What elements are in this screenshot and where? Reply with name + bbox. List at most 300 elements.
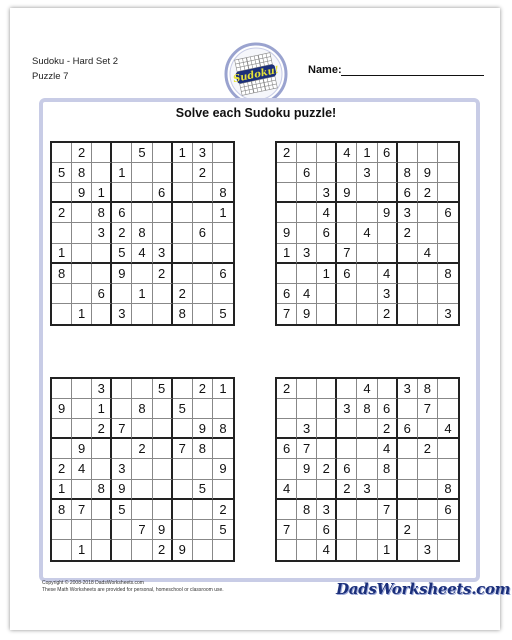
sudoku-cell[interactable]: 6 xyxy=(438,500,458,520)
sudoku-cell[interactable]: 1 xyxy=(52,244,72,264)
sudoku-cell[interactable]: 3 xyxy=(418,540,438,560)
sudoku-cell[interactable]: 7 xyxy=(112,419,132,439)
sudoku-cell[interactable] xyxy=(153,203,173,223)
sudoku-cell[interactable] xyxy=(72,203,92,223)
sudoku-cell[interactable]: 3 xyxy=(444,306,452,322)
sudoku-cell[interactable] xyxy=(418,480,438,500)
sudoku-cell[interactable]: 3 xyxy=(92,223,112,243)
sudoku-cell[interactable]: 2 xyxy=(112,223,132,243)
sudoku-cell[interactable] xyxy=(193,459,213,479)
sudoku-cell[interactable]: 8 xyxy=(52,264,72,284)
sudoku-cell[interactable]: 8 xyxy=(213,183,233,203)
sudoku-cell[interactable] xyxy=(132,264,152,284)
sudoku-cell[interactable] xyxy=(153,284,173,304)
sudoku-cell[interactable]: 5 xyxy=(213,520,233,540)
sudoku-cell[interactable] xyxy=(297,203,317,223)
sudoku-cell[interactable] xyxy=(92,540,112,560)
sudoku-cell[interactable]: 9 xyxy=(297,304,317,324)
sudoku-cell[interactable] xyxy=(72,223,92,243)
sudoku-cell[interactable] xyxy=(357,419,377,439)
sudoku-cell[interactable] xyxy=(52,284,72,304)
sudoku-cell[interactable]: 6 xyxy=(297,163,317,183)
sudoku-cell[interactable]: 3 xyxy=(337,399,357,419)
sudoku-cell[interactable]: 7 xyxy=(277,304,297,324)
sudoku-cell[interactable] xyxy=(92,163,112,183)
sudoku-cell[interactable]: 9 xyxy=(153,520,173,540)
sudoku-cell[interactable]: 8 xyxy=(132,399,152,419)
sudoku-cell[interactable]: 9 xyxy=(112,480,132,500)
sudoku-cell[interactable] xyxy=(213,143,233,163)
sudoku-cell[interactable] xyxy=(132,500,152,520)
sudoku-cell[interactable]: 2 xyxy=(378,419,398,439)
sudoku-cell[interactable] xyxy=(72,264,92,284)
sudoku-cell[interactable]: 2 xyxy=(173,284,193,304)
sudoku-cell[interactable] xyxy=(297,540,317,560)
sudoku-cell[interactable] xyxy=(213,480,233,500)
sudoku-cell[interactable] xyxy=(173,379,193,399)
sudoku-cell[interactable] xyxy=(438,459,458,479)
sudoku-cell[interactable] xyxy=(398,244,418,264)
sudoku-cell[interactable]: 6 xyxy=(193,223,213,243)
sudoku-cell[interactable] xyxy=(438,379,458,399)
sudoku-cell[interactable]: 2 xyxy=(52,203,72,223)
sudoku-cell[interactable] xyxy=(317,304,337,324)
sudoku-cell[interactable] xyxy=(153,304,173,324)
sudoku-cell[interactable] xyxy=(153,500,173,520)
sudoku-cell[interactable]: 4 xyxy=(72,459,92,479)
sudoku-cell[interactable] xyxy=(72,419,92,439)
sudoku-cell[interactable] xyxy=(193,399,213,419)
sudoku-cell[interactable]: 1 xyxy=(72,540,92,560)
sudoku-cell[interactable] xyxy=(132,163,152,183)
sudoku-cell[interactable] xyxy=(418,223,438,243)
sudoku-cell[interactable] xyxy=(317,284,337,304)
sudoku-cell[interactable] xyxy=(112,439,132,459)
sudoku-cell[interactable]: 2 xyxy=(418,183,438,203)
sudoku-cell[interactable] xyxy=(398,143,418,163)
sudoku-cell[interactable] xyxy=(337,419,357,439)
sudoku-cell[interactable] xyxy=(52,183,72,203)
sudoku-cell[interactable] xyxy=(92,439,112,459)
sudoku-cell[interactable] xyxy=(173,223,193,243)
sudoku-cell[interactable] xyxy=(337,540,357,560)
sudoku-cell[interactable] xyxy=(438,399,458,419)
sudoku-cell[interactable]: 9 xyxy=(112,264,132,284)
sudoku-cell[interactable] xyxy=(193,520,213,540)
sudoku-cell[interactable] xyxy=(193,284,213,304)
sudoku-cell[interactable]: 7 xyxy=(72,500,92,520)
sudoku-cell[interactable]: 6 xyxy=(112,203,132,223)
sudoku-cell[interactable] xyxy=(173,163,193,183)
sudoku-cell[interactable]: 3 xyxy=(112,459,132,479)
sudoku-cell[interactable] xyxy=(357,203,377,223)
sudoku-cell[interactable] xyxy=(52,439,72,459)
sudoku-cell[interactable]: 7 xyxy=(337,244,357,264)
sudoku-cell[interactable] xyxy=(277,419,297,439)
sudoku-cell[interactable] xyxy=(357,304,377,324)
sudoku-cell[interactable] xyxy=(132,304,152,324)
sudoku-cell[interactable] xyxy=(173,500,193,520)
sudoku-cell[interactable]: 1 xyxy=(92,399,112,419)
sudoku-cell[interactable]: 4 xyxy=(357,223,377,243)
sudoku-cell[interactable]: 1 xyxy=(132,284,152,304)
sudoku-cell[interactable] xyxy=(297,399,317,419)
sudoku-cell[interactable] xyxy=(173,264,193,284)
sudoku-cell[interactable] xyxy=(438,143,458,163)
sudoku-cell[interactable] xyxy=(357,540,377,560)
sudoku-cell[interactable] xyxy=(52,304,72,324)
sudoku-cell[interactable] xyxy=(132,480,152,500)
sudoku-cell[interactable] xyxy=(398,264,418,284)
sudoku-cell[interactable] xyxy=(153,163,173,183)
sudoku-cell[interactable] xyxy=(132,183,152,203)
sudoku-cell[interactable] xyxy=(153,439,173,459)
sudoku-cell[interactable]: 5 xyxy=(52,163,72,183)
sudoku-cell[interactable]: 4 xyxy=(297,284,317,304)
sudoku-cell[interactable] xyxy=(213,399,233,419)
sudoku-cell[interactable] xyxy=(112,379,132,399)
sudoku-cell[interactable] xyxy=(153,223,173,243)
sudoku-cell[interactable]: 6 xyxy=(398,419,418,439)
sudoku-cell[interactable] xyxy=(337,203,357,223)
sudoku-cell[interactable] xyxy=(337,163,357,183)
sudoku-cell[interactable]: 2 xyxy=(378,304,398,324)
sudoku-cell[interactable] xyxy=(357,439,377,459)
sudoku-cell[interactable] xyxy=(193,304,213,324)
sudoku-cell[interactable] xyxy=(438,284,458,304)
sudoku-cell[interactable] xyxy=(398,439,418,459)
sudoku-cell[interactable]: 9 xyxy=(72,183,92,203)
sudoku-cell[interactable] xyxy=(438,244,458,264)
sudoku-cell[interactable] xyxy=(72,284,92,304)
sudoku-cell[interactable] xyxy=(337,284,357,304)
sudoku-cell[interactable]: 8 xyxy=(173,304,193,324)
sudoku-cell[interactable]: 8 xyxy=(72,163,92,183)
sudoku-cell[interactable] xyxy=(173,203,193,223)
sudoku-cell[interactable] xyxy=(72,379,92,399)
sudoku-cell[interactable] xyxy=(193,264,213,284)
sudoku-cell[interactable]: 8 xyxy=(418,379,438,399)
sudoku-cell[interactable]: 9 xyxy=(72,439,92,459)
sudoku-cell[interactable]: 1 xyxy=(52,480,72,500)
sudoku-cell[interactable]: 6 xyxy=(277,439,297,459)
sudoku-cell[interactable] xyxy=(317,244,337,264)
sudoku-cell[interactable]: 1 xyxy=(357,143,377,163)
sudoku-cell[interactable]: 9 xyxy=(173,540,193,560)
sudoku-cell[interactable] xyxy=(398,284,418,304)
sudoku-cell[interactable]: 4 xyxy=(378,264,398,284)
sudoku-cell[interactable]: 5 xyxy=(193,480,213,500)
sudoku-cell[interactable] xyxy=(52,540,72,560)
sudoku-cell[interactable] xyxy=(438,223,458,243)
sudoku-cell[interactable] xyxy=(357,284,377,304)
sudoku-cell[interactable] xyxy=(277,264,297,284)
sudoku-cell[interactable] xyxy=(277,500,297,520)
sudoku-cell[interactable]: 1 xyxy=(92,183,112,203)
sudoku-cell[interactable]: 3 xyxy=(378,284,398,304)
sudoku-cell[interactable]: 6 xyxy=(398,183,418,203)
sudoku-cell[interactable]: 6 xyxy=(317,520,337,540)
sudoku-cell[interactable]: 3 xyxy=(398,203,418,223)
sudoku-cell[interactable] xyxy=(317,399,337,419)
sudoku-cell[interactable] xyxy=(418,143,438,163)
sudoku-cell[interactable]: 2 xyxy=(72,143,92,163)
sudoku-cell[interactable]: 8 xyxy=(438,264,458,284)
sudoku-cell[interactable]: 6 xyxy=(378,399,398,419)
sudoku-cell[interactable] xyxy=(92,520,112,540)
sudoku-cell[interactable]: 7 xyxy=(277,520,297,540)
sudoku-cell[interactable] xyxy=(277,203,297,223)
sudoku-cell[interactable] xyxy=(418,304,438,324)
sudoku-cell[interactable] xyxy=(92,244,112,264)
sudoku-cell[interactable]: 8 xyxy=(132,223,152,243)
sudoku-cell[interactable] xyxy=(418,264,438,284)
sudoku-cell[interactable]: 2 xyxy=(132,439,152,459)
sudoku-cell[interactable] xyxy=(52,143,72,163)
sudoku-cell[interactable] xyxy=(418,520,438,540)
sudoku-cell[interactable] xyxy=(297,223,317,243)
sudoku-cell[interactable] xyxy=(317,163,337,183)
sudoku-cell[interactable]: 4 xyxy=(337,143,357,163)
sudoku-cell[interactable] xyxy=(398,540,418,560)
sudoku-cell[interactable] xyxy=(193,183,213,203)
sudoku-cell[interactable]: 3 xyxy=(317,500,337,520)
sudoku-cell[interactable] xyxy=(357,264,377,284)
sudoku-cell[interactable]: 8 xyxy=(398,163,418,183)
sudoku-cell[interactable] xyxy=(337,379,357,399)
sudoku-cell[interactable]: 8 xyxy=(438,480,458,500)
sudoku-cell[interactable]: 5 xyxy=(173,399,193,419)
sudoku-cell[interactable] xyxy=(173,520,193,540)
sudoku-cell[interactable]: 6 xyxy=(317,223,337,243)
sudoku-cell[interactable]: 9 xyxy=(297,459,317,479)
sudoku-cell[interactable]: 6 xyxy=(438,203,458,223)
sudoku-cell[interactable] xyxy=(438,439,458,459)
sudoku-cell[interactable] xyxy=(277,163,297,183)
sudoku-cell[interactable]: 4 xyxy=(317,203,337,223)
sudoku-cell[interactable] xyxy=(378,520,398,540)
sudoku-cell[interactable]: 1 xyxy=(173,143,193,163)
sudoku-cell[interactable] xyxy=(92,304,112,324)
sudoku-cell[interactable] xyxy=(438,520,458,540)
sudoku-cell[interactable] xyxy=(213,223,233,243)
sudoku-cell[interactable] xyxy=(337,223,357,243)
sudoku-cell[interactable] xyxy=(132,540,152,560)
sudoku-cell[interactable] xyxy=(317,480,337,500)
sudoku-cell[interactable]: 6 xyxy=(213,264,233,284)
sudoku-cell[interactable] xyxy=(52,379,72,399)
sudoku-cell[interactable]: 2 xyxy=(277,143,297,163)
sudoku-cell[interactable]: 3 xyxy=(297,244,317,264)
sudoku-cell[interactable] xyxy=(153,419,173,439)
sudoku-cell[interactable] xyxy=(92,264,112,284)
sudoku-cell[interactable] xyxy=(153,143,173,163)
sudoku-cell[interactable] xyxy=(378,163,398,183)
sudoku-cell[interactable]: 6 xyxy=(153,183,173,203)
sudoku-cell[interactable] xyxy=(418,419,438,439)
sudoku-cell[interactable]: 8 xyxy=(193,439,213,459)
sudoku-cell[interactable] xyxy=(357,459,377,479)
sudoku-cell[interactable]: 2 xyxy=(52,459,72,479)
sudoku-cell[interactable]: 5 xyxy=(112,244,132,264)
sudoku-cell[interactable]: 2 xyxy=(337,480,357,500)
sudoku-cell[interactable] xyxy=(418,459,438,479)
sudoku-cell[interactable]: 3 xyxy=(357,163,377,183)
sudoku-cell[interactable]: 3 xyxy=(357,480,377,500)
sudoku-cell[interactable] xyxy=(112,284,132,304)
sudoku-cell[interactable] xyxy=(112,183,132,203)
sudoku-cell[interactable] xyxy=(92,143,112,163)
sudoku-cell[interactable]: 4 xyxy=(438,419,458,439)
sudoku-cell[interactable] xyxy=(72,480,92,500)
sudoku-cell[interactable] xyxy=(277,540,297,560)
name-field[interactable] xyxy=(341,75,484,76)
sudoku-cell[interactable] xyxy=(132,419,152,439)
sudoku-cell[interactable]: 7 xyxy=(173,439,193,459)
sudoku-cell[interactable]: 7 xyxy=(132,520,152,540)
sudoku-cell[interactable] xyxy=(173,419,193,439)
sudoku-cell[interactable] xyxy=(173,480,193,500)
sudoku-cell[interactable]: 8 xyxy=(297,500,317,520)
sudoku-cell[interactable] xyxy=(398,500,418,520)
sudoku-cell[interactable]: 9 xyxy=(277,223,297,243)
sudoku-cell[interactable] xyxy=(337,500,357,520)
sudoku-cell[interactable] xyxy=(357,244,377,264)
sudoku-cell[interactable] xyxy=(297,183,317,203)
sudoku-cell[interactable]: 3 xyxy=(112,304,132,324)
sudoku-cell[interactable]: 8 xyxy=(52,500,72,520)
sudoku-cell[interactable]: 5 xyxy=(219,306,227,322)
sudoku-cell[interactable]: 1 xyxy=(378,540,398,560)
sudoku-cell[interactable] xyxy=(418,203,438,223)
sudoku-cell[interactable] xyxy=(297,520,317,540)
sudoku-cell[interactable]: 2 xyxy=(153,264,173,284)
sudoku-cell[interactable] xyxy=(52,223,72,243)
sudoku-cell[interactable]: 3 xyxy=(317,183,337,203)
sudoku-cell[interactable]: 2 xyxy=(193,163,213,183)
sudoku-cell[interactable] xyxy=(112,143,132,163)
sudoku-cell[interactable] xyxy=(153,480,173,500)
sudoku-cell[interactable]: 6 xyxy=(277,284,297,304)
sudoku-cell[interactable] xyxy=(92,500,112,520)
sudoku-cell[interactable] xyxy=(418,500,438,520)
sudoku-cell[interactable]: 7 xyxy=(418,399,438,419)
sudoku-cell[interactable] xyxy=(297,143,317,163)
sudoku-cell[interactable] xyxy=(297,480,317,500)
sudoku-cell[interactable] xyxy=(112,399,132,419)
sudoku-cell[interactable] xyxy=(132,459,152,479)
sudoku-cell[interactable] xyxy=(52,419,72,439)
sudoku-cell[interactable]: 2 xyxy=(277,379,297,399)
sudoku-cell[interactable] xyxy=(132,379,152,399)
sudoku-cell[interactable]: 5 xyxy=(153,379,173,399)
sudoku-cell[interactable]: 8 xyxy=(357,399,377,419)
sudoku-cell[interactable]: 3 xyxy=(193,143,213,163)
sudoku-cell[interactable]: 2 xyxy=(153,540,173,560)
sudoku-cell[interactable] xyxy=(153,399,173,419)
sudoku-cell[interactable]: 3 xyxy=(153,244,173,264)
sudoku-cell[interactable]: 8 xyxy=(378,459,398,479)
sudoku-cell[interactable]: 7 xyxy=(297,439,317,459)
sudoku-cell[interactable]: 9 xyxy=(378,203,398,223)
sudoku-cell[interactable] xyxy=(398,459,418,479)
sudoku-cell[interactable] xyxy=(213,439,233,459)
sudoku-cell[interactable] xyxy=(357,500,377,520)
sudoku-cell[interactable] xyxy=(173,183,193,203)
sudoku-cell[interactable]: 9 xyxy=(337,183,357,203)
sudoku-cell[interactable] xyxy=(317,439,337,459)
sudoku-cell[interactable] xyxy=(112,520,132,540)
sudoku-cell[interactable]: 1 xyxy=(277,244,297,264)
sudoku-cell[interactable] xyxy=(378,183,398,203)
sudoku-cell[interactable]: 9 xyxy=(418,163,438,183)
sudoku-cell[interactable]: 1 xyxy=(112,163,132,183)
sudoku-cell[interactable] xyxy=(438,540,458,560)
sudoku-cell[interactable] xyxy=(337,304,357,324)
sudoku-cell[interactable]: 2 xyxy=(398,223,418,243)
sudoku-cell[interactable] xyxy=(297,379,317,399)
sudoku-cell[interactable]: 2 xyxy=(213,500,233,520)
sudoku-cell[interactable] xyxy=(277,183,297,203)
sudoku-cell[interactable]: 9 xyxy=(193,419,213,439)
sudoku-cell[interactable] xyxy=(153,459,173,479)
sudoku-cell[interactable]: 1 xyxy=(317,264,337,284)
sudoku-cell[interactable] xyxy=(193,203,213,223)
sudoku-cell[interactable]: 7 xyxy=(378,500,398,520)
sudoku-cell[interactable] xyxy=(398,399,418,419)
sudoku-cell[interactable] xyxy=(398,304,418,324)
sudoku-cell[interactable]: 6 xyxy=(378,143,398,163)
sudoku-cell[interactable] xyxy=(173,244,193,264)
sudoku-cell[interactable]: 4 xyxy=(418,244,438,264)
sudoku-cell[interactable]: 4 xyxy=(277,480,297,500)
sudoku-cell[interactable] xyxy=(297,264,317,284)
sudoku-cell[interactable] xyxy=(357,183,377,203)
sudoku-cell[interactable] xyxy=(317,419,337,439)
sudoku-cell[interactable] xyxy=(92,459,112,479)
sudoku-cell[interactable]: 2 xyxy=(398,520,418,540)
sudoku-cell[interactable]: 9 xyxy=(213,459,233,479)
sudoku-cell[interactable]: 3 xyxy=(92,379,112,399)
sudoku-cell[interactable] xyxy=(398,480,418,500)
sudoku-cell[interactable] xyxy=(193,540,213,560)
sudoku-cell[interactable]: 6 xyxy=(337,264,357,284)
sudoku-cell[interactable]: 8 xyxy=(92,203,112,223)
sudoku-cell[interactable] xyxy=(213,244,233,264)
sudoku-cell[interactable] xyxy=(337,520,357,540)
sudoku-cell[interactable]: 6 xyxy=(337,459,357,479)
sudoku-cell[interactable]: 2 xyxy=(418,439,438,459)
sudoku-cell[interactable] xyxy=(72,244,92,264)
sudoku-cell[interactable] xyxy=(213,284,233,304)
sudoku-cell[interactable]: 1 xyxy=(213,203,233,223)
sudoku-cell[interactable]: 2 xyxy=(193,379,213,399)
sudoku-cell[interactable] xyxy=(378,223,398,243)
sudoku-cell[interactable] xyxy=(277,459,297,479)
sudoku-cell[interactable]: 9 xyxy=(52,399,72,419)
sudoku-cell[interactable]: 3 xyxy=(398,379,418,399)
sudoku-cell[interactable] xyxy=(378,480,398,500)
sudoku-cell[interactable] xyxy=(317,379,337,399)
sudoku-cell[interactable] xyxy=(317,143,337,163)
sudoku-cell[interactable]: 4 xyxy=(357,379,377,399)
sudoku-cell[interactable] xyxy=(438,183,458,203)
sudoku-cell[interactable] xyxy=(438,163,458,183)
sudoku-cell[interactable] xyxy=(72,399,92,419)
sudoku-cell[interactable]: 8 xyxy=(213,419,233,439)
sudoku-cell[interactable]: 2 xyxy=(317,459,337,479)
sudoku-cell[interactable]: 3 xyxy=(297,419,317,439)
